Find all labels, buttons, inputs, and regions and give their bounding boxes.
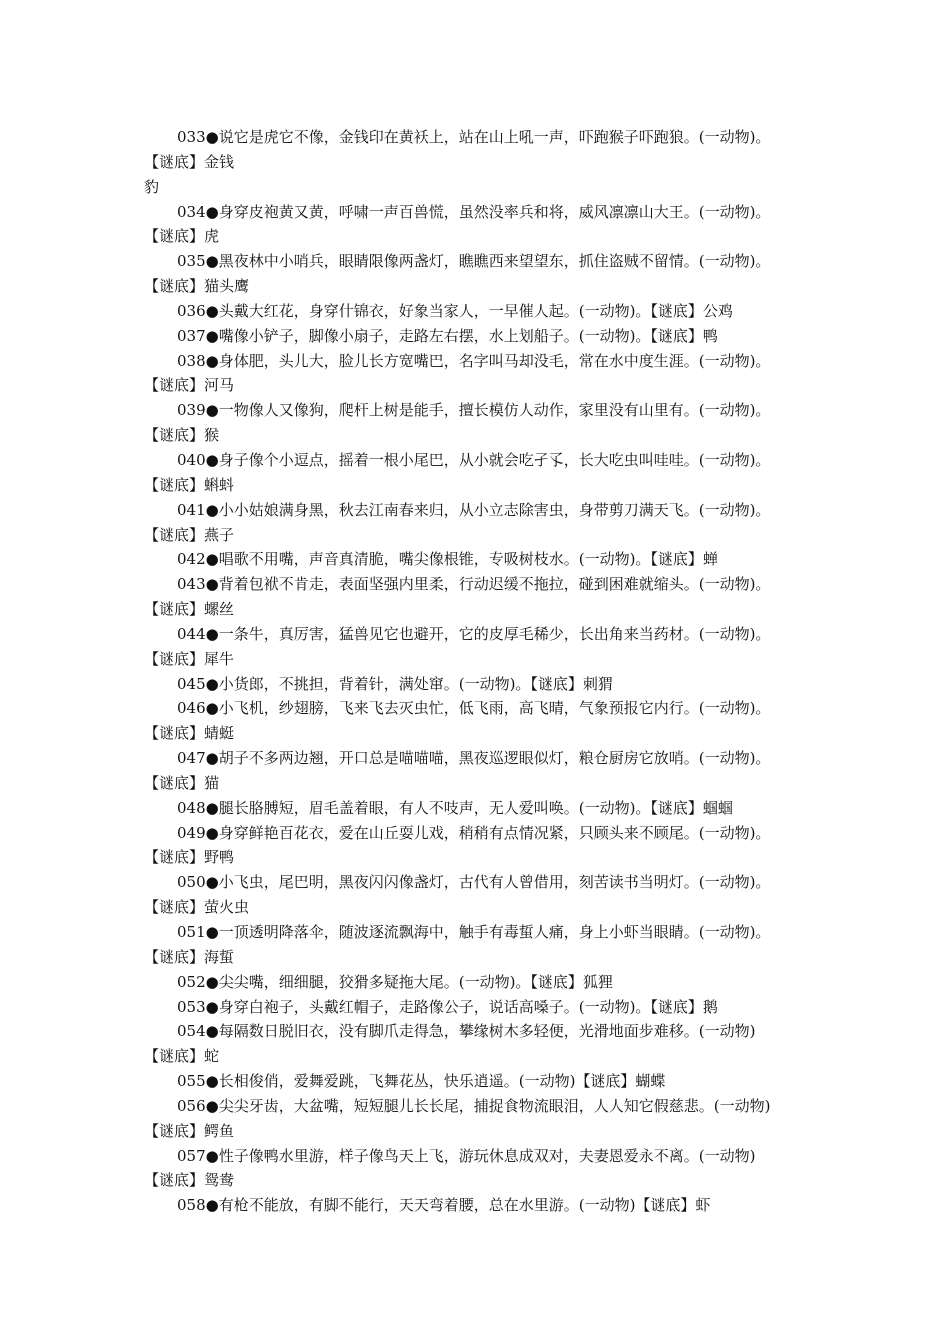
riddle-line: 040●身子像个小逗点，摇着一根小尾巴，从小就会吃孑孓，长大吃虫叫哇哇。(一动物)。 [177,450,771,469]
riddle-list [0,125,950,1218]
answer-line: 【谜底】蜻蜓 [144,724,235,743]
riddle-line: 051●一顶透明降落伞，随波逐流飘海中，触手有毒蜇人痛，身上小虾当眼睛。(一动物)。 [177,923,771,941]
riddle-line: 053●身穿白袍子，头戴红帽子，走路像公子，说话高嗓子。(一动物)。【谜底】鹅 [177,997,718,1016]
riddle-line: 056●尖尖牙齿，大盆嘴，短短腿儿长长尾，捕捉食物流眼泪，人人知它假慈悲。(一动物) [177,1096,771,1115]
riddle-line: 058●有枪不能放，有脚不能行，天天弯着腰，总在水里游。(一动物)【谜底】虾 [177,1196,711,1215]
answer-line: 【谜底】萤火虫 [144,898,250,917]
riddle-line: 042●唱歌不用嘴，声音真清脆，嘴尖像根锥，专吸树枝水。(一动物)。【谜底】蝉 [177,550,718,569]
answer-line: 【谜底】螺丝 [144,600,235,619]
answer-line: 【谜底】野鸭 [144,848,235,867]
answer-line: 【谜底】猫 [144,773,220,792]
riddle-line: 039●一物像人又像狗，爬杆上树是能手，擅长模仿人动作，家里没有山里有。(一动物)。 [177,401,771,420]
riddle-line: 050●小飞虫，尾巴明，黑夜闪闪像盏灯，古代有人曾借用，刻苦读书当明灯。(一动物)。 [177,873,771,892]
answer-line: 【谜底】蛇 [144,1047,220,1066]
answer-line: 【谜底】虎 [144,227,220,246]
riddle-line: 049●身穿鲜艳百花衣，爱在山丘耍儿戏，稍稍有点情况紧，只顾头来不顾尾。(一动物)。 [177,823,771,842]
riddle-line: 057●性子像鸭水里游，样子像鸟天上飞，游玩休息成双对，夫妻恩爱永不离。(一动物) [177,1146,756,1165]
answer-line: 【谜底】金钱 [144,152,235,171]
answer-line: 【谜底】海蜇 [144,947,235,966]
riddle-line: 034●身穿皮袍黄又黄，呼啸一声百兽慌，虽然没率兵和将，威风凛凛山大王。(一动物)。 [177,202,771,221]
riddle-line: 033●说它是虎它不像，金钱印在黄袄上，站在山上吼一声，吓跑猴子吓跑狼。(一动物)。 [177,128,771,146]
answer-line: 【谜底】蝌蚪 [144,475,235,494]
answer-line: 【谜底】燕子 [144,525,235,544]
riddle-line: 043●背着包袱不肯走，表面坚强内里柔，行动迟缓不拖拉，碰到困难就缩头。(一动物)。 [177,575,771,594]
answer-line: 【谜底】鳄鱼 [144,1121,235,1140]
answer-line: 【谜底】河马 [144,376,235,395]
riddle-line: 041●小小姑娘满身黑，秋去江南春来归，从小立志除害虫，身带剪刀满天飞。(一动物)。 [177,500,771,519]
answer-line: 豹 [144,177,160,196]
riddle-line: 047●胡子不多两边翘，开口总是喵喵喵，黑夜巡逻眼似灯，粮仓厨房它放哨。(一动物)。 [177,749,771,768]
riddle-line: 035●黑夜林中小哨兵，眼睛限像两盏灯，瞧瞧西来望望东，抓住盗贼不留情。(一动物)。 [177,252,771,271]
riddle-line: 046●小飞机，纱翅膀，飞来飞去灭虫忙，低飞雨，高飞晴，气象预报它内行。(一动物)。 [177,699,771,718]
riddle-line: 044●一条牛，真厉害，猛兽见它也避开，它的皮厚毛稀少，长出角来当药材。(一动物)。 [177,624,771,643]
riddle-line: 048●腿长胳膊短，眉毛盖着眼，有人不吱声，无人爱叫唤。(一动物)。【谜底】蝈蝈 [177,798,733,817]
riddle-line: 052●尖尖嘴，细细腿，狡猾多疑拖大尾。(一动物)。【谜底】狐狸 [177,972,613,991]
answer-line: 【谜底】猫头鹰 [144,277,250,296]
riddle-line: 054●每隔数日脱旧衣，没有脚爪走得急，攀缘树木多轻便，光滑地面步难移。(一动物) [177,1022,756,1041]
answer-line: 【谜底】鸳鸯 [144,1171,235,1190]
riddle-line: 038●身体肥，头儿大，脸儿长方宽嘴巴，名字叫马却没毛，常在水中度生涯。(一动物)。 [177,351,771,370]
riddle-line: 037●嘴像小铲子，脚像小扇子，走路左右摆，水上划船子。(一动物)。【谜底】鸭 [177,326,718,345]
riddle-line: 036●头戴大红花，身穿什锦衣，好象当家人，一早催人起。(一动物)。【谜底】公鸡 [177,301,733,320]
riddle-line: 055●长相俊俏，爱舞爱跳，飞舞花丛，快乐逍遥。(一动物)【谜底】蝴蝶 [177,1072,666,1091]
riddle-line: 045●小货郎，不挑担，背着针，满处窜。(一动物)。【谜底】刺猬 [177,674,613,693]
answer-line: 【谜底】犀牛 [144,649,235,668]
answer-line: 【谜底】猴 [144,426,220,445]
